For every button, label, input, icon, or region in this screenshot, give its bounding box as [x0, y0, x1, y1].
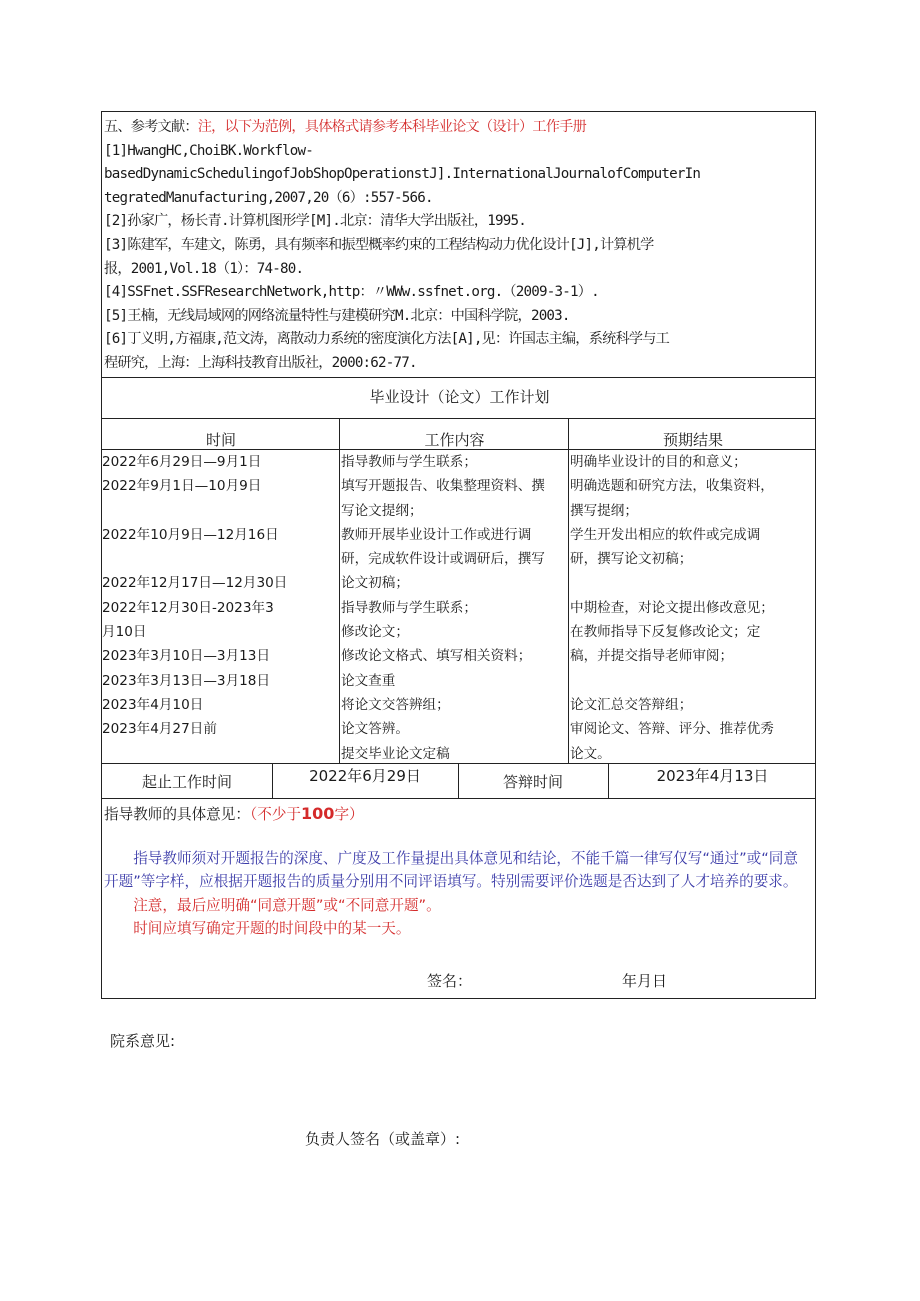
form-table — [101, 111, 816, 999]
plan-result-line — [570, 571, 816, 595]
department-label: 院系意见: — [110, 1032, 176, 1050]
advisor-label-line — [104, 802, 812, 827]
plan-result-line: 中期检查，对论文提出修改意见； — [570, 599, 774, 616]
reference-line: [4]SSFnet.SSFResearchNetwork,http：〃WWw.ssfnet.org.（2009-3-1）. — [104, 284, 599, 301]
header-result: 预期结果 — [662, 431, 723, 449]
plan-time-line — [102, 499, 338, 523]
advisor-label: 指导教师的具体意见： — [104, 806, 250, 823]
reference-line: tegratedManufacturing,2007,20（6）:557-566. — [104, 189, 433, 206]
plan-content-line: 写论文提纲； — [341, 502, 423, 519]
advisor-date-label: 年月日 — [622, 972, 668, 990]
references-heading-note: 注，以下为范例，具体格式请参考本科毕业论文（设计）工作手册 — [197, 119, 586, 135]
advisor-opinion-section — [104, 802, 812, 941]
reference-line: [5]王楠，无线局域网的网络流量特性与建模研究M.北京：中国科学院，2003. — [104, 307, 570, 324]
plan-time-column — [102, 450, 338, 742]
plan-content-line: 论文答辨。 — [341, 721, 409, 738]
plan-result-line: 学生开发出相应的软件或完成调 — [570, 526, 761, 543]
plan-result-line: 审阅论文、答辩、评分、推荐优秀 — [570, 721, 774, 738]
reference-line: [6]丁义明,方福康,范文涛，离散动力系统的密度演化方法[A],见：许国志主编，系统科学与工 — [104, 331, 670, 348]
advisor-note: 时间应填写确定开题的时间段中的某一天。 — [133, 920, 411, 938]
divider — [568, 418, 569, 763]
plan-content-line: 填写开题报告、收集整理资料、撰 — [341, 478, 545, 495]
reference-line: basedDynamicSchedulingofJobShopOperationstJ].InternationalJournalofComputerIn — [104, 166, 701, 183]
divider — [102, 418, 815, 419]
plan-result-line: 论文。 — [570, 745, 611, 762]
department-sign-label: 负责人签名（或盖章）: — [305, 1130, 461, 1148]
reference-line: 报，2001,Vol.18（1）：74-80. — [104, 260, 304, 277]
advisor-min-note — [250, 806, 364, 823]
plan-content-line: 论文初稿； — [341, 575, 409, 592]
divider — [102, 798, 815, 799]
plan-time-line: 月10日 — [102, 624, 147, 641]
reference-line: 程研究，上海：上海科技教育出版社，2000:62-77. — [104, 354, 417, 371]
plan-content-line: 论文查重 — [341, 672, 396, 689]
plan-result-line — [570, 669, 816, 693]
reference-line: [3]陈建军，车建文，陈勇，具有频率和振型概率约束的工程结构动力优化设计[J],计算机学 — [104, 236, 654, 253]
header-content: 工作内容 — [424, 431, 485, 449]
advisor-instruction: 指导教师须对开题报告的深度、广度及工作量提出具体意见和结论，不能千篇一律写仅写“通过”或“同意开题”等字样，应根据开题报告的质量分别用不同评语填写。特别需要评价选题是否达到了人才培养的要求。 — [104, 849, 798, 891]
start-date: 2022年6月29日 — [309, 767, 421, 785]
plan-content-line: 指导教师与学生联系； — [341, 599, 477, 616]
plan-content-column — [341, 450, 568, 766]
plan-result-line: 撰写提纲； — [570, 502, 638, 519]
plan-content-line: 研，完成软件设计或调研后，撰写 — [341, 551, 545, 568]
reference-line: [2]孙家广，杨长青.计算机图形学[M].北京：清华大学出版社，1995. — [104, 213, 526, 230]
plan-time-line: 2022年9月1日—10月9日 — [102, 478, 262, 495]
plan-title: 毕业设计（论文）工作计划 — [369, 388, 550, 406]
references-section — [104, 116, 812, 376]
plan-time-line: 2023年3月13日—3月18日 — [102, 672, 271, 689]
divider — [339, 418, 340, 763]
references-heading: 五、参考文献： — [104, 119, 198, 135]
plan-time-line: 2023年4月27日前 — [102, 721, 217, 738]
advisor-sign-label: 签名： — [427, 972, 473, 990]
advisor-note: 注意，最后应明确“同意开题”或“不同意开题”。 — [133, 896, 441, 914]
plan-time-line: 2022年12月30日-2023年3 — [102, 599, 274, 616]
plan-content-line: 将论文交答辨组； — [341, 696, 450, 713]
plan-content-line: 修改论文； — [341, 624, 409, 641]
plan-result-line: 稿，并提交指导老师审阅； — [570, 648, 734, 665]
plan-result-line: 在教师指导下反复修改论文；定 — [570, 624, 761, 641]
plan-content-line: 指导教师与学生联系； — [341, 454, 477, 470]
plan-time-line: 2023年4月10日 — [102, 696, 204, 713]
plan-content-line: 修改论文格式、填写相关资料； — [341, 648, 532, 665]
divider — [102, 377, 815, 378]
plan-time-line: 2023年3月10日—3月13日 — [102, 648, 271, 665]
defense-date: 2023年4月13日 — [656, 767, 769, 785]
plan-time-line — [102, 547, 338, 571]
references-heading-line — [104, 116, 812, 140]
min-note-prefix: （不少于 — [249, 806, 302, 823]
plan-time-line: 2022年6月29日—9月1日 — [102, 454, 262, 470]
min-note-suffix: 字） — [334, 806, 364, 823]
plan-result-column — [570, 450, 816, 766]
start-end-label: 起止工作时间 — [141, 773, 232, 791]
reference-line: [1]HwangHC,ChoiBK.Workflow- — [104, 142, 314, 159]
plan-result-line: 明确毕业设计的目的和意义； — [570, 454, 747, 470]
plan-result-line: 论文汇总交答辩组； — [570, 696, 693, 713]
defense-label: 答辩时间 — [502, 773, 563, 791]
min-note-number: 100 — [301, 804, 335, 823]
plan-result-line: 明确选题和研究方法，收集资料， — [570, 478, 774, 495]
plan-time-line: 2022年10月9日—12月16日 — [102, 526, 279, 543]
plan-time-line: 2022年12月17日—12月30日 — [102, 575, 288, 592]
plan-result-line: 研，撰写论文初稿； — [570, 551, 693, 568]
header-time: 时间 — [205, 431, 236, 449]
plan-content-line: 提交毕业论文定稿 — [341, 745, 450, 762]
plan-content-line: 教师开展毕业设计工作或进行调 — [341, 526, 532, 543]
